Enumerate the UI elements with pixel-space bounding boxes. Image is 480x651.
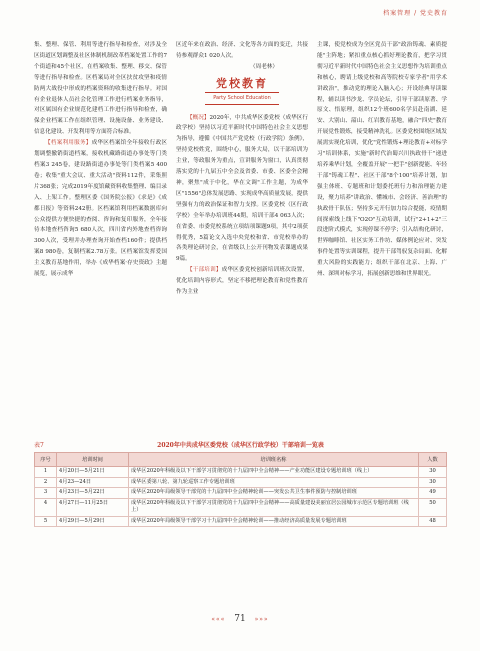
paragraph-text: 2020年，中共成华区委党校（成华区行政学校）坚持以习近平新时代中国特色社会主义思想为指导，遵循《中国共产党党校（行政学院）条例》，坚持党校姓党，围绕中心，服务大局，以干部培训为主业，等政服务为重点，宣讲服务为窗口，认真贯彻落实党的十九届五中全会及省委、市委、区委全会精神，聚焦"成于中化，华在文调"工作主题，为成华区"1556"总体发展思路、实现成华高质量发展，提供坚强有力的政治保证和智力支撑。区委党校（区行政学校）全年举办培训班44期，培训干部4 063人次；在省委、市委党校系统立项结项课题9项，其中2项获得优秀，5篇论文入选中央党校和省、市党校举办的各类理论研讨会，在省级以上公开刊物发表课题成果9篇。 <box>176 114 308 263</box>
cell-index: 3 <box>35 488 57 499</box>
header-cell: 培训时间 <box>57 453 129 467</box>
cell-index: 2 <box>35 477 57 488</box>
cell-count: 30 <box>419 467 447 478</box>
cell-count: 49 <box>419 488 447 499</box>
section-tag: 【档案利用服务】 <box>45 140 92 147</box>
table-caption <box>34 440 447 449</box>
paragraph: 区近年来在政治、经济、文化等各方面的变迁，共接待参观群众1 020人次。 <box>176 42 308 59</box>
table-row <box>35 516 447 527</box>
cell-count: 50 <box>419 498 447 516</box>
cell-index: 1 <box>35 467 57 478</box>
table-header-row <box>35 453 447 467</box>
table-row <box>35 477 447 488</box>
ornament-right: »»» <box>254 616 269 623</box>
section-title: 党校教育 <box>216 76 268 90</box>
paragraph <box>176 113 308 266</box>
author-signature: （周老林） <box>250 63 278 70</box>
cell-name: 成华区2020年局级领导干部党的十九届四中全会精神轮训——突发公共卫生事件预防与控制培训班 <box>129 488 419 499</box>
paragraph-text: 成华区委党校创新培训班次设置，优化培训内容形式，坚定不移把理论教育和党性教育作为主业 <box>176 267 308 296</box>
section-tag: 【干部培训】 <box>187 267 222 274</box>
cell-date: 4月27日—11月25日 <box>57 498 129 516</box>
cell-index: 4 <box>35 498 57 516</box>
section-tag: 【概况】 <box>187 114 210 121</box>
cell-date: 4月29日—5月29日 <box>57 516 129 527</box>
header-cell: 序号 <box>35 453 57 467</box>
cell-name: 成华区2020年科级及以下干部学习贯彻党的十九届四中全会精神——产业功能区建设专题培训班（线上） <box>129 467 419 478</box>
column-3 <box>317 40 447 280</box>
ornament-left: ««« <box>211 616 226 623</box>
page-footer <box>0 614 480 624</box>
cell-name: 成华区2020年局级领导干部学习十九届四中全会精神轮训——推动经济高质量发展专题培训班 <box>129 516 419 527</box>
paragraph <box>34 138 167 280</box>
cell-index: 5 <box>35 516 57 527</box>
column-2 <box>176 40 308 298</box>
paragraph: 主课，使党校成为全区党员干部"政治铸魂、素质提能"主阵地；紧扣重点核心抓好理论教育，把学习贯彻习近平新时代中国特色社会主义思想作为培训重点和核心，聘请上级党校和高等院校专家学者"用学术讲政治"，推动党的理论入脑入心；开设经典导读课程，辅以读书沙龙、学员论坛，引导干部读原著、学原文、悟原理，组织12个班600名学员赴南湖、延安、大别山、韶山、红岩教育基地，融合"四史"教育开展党性锻炼，接受精神洗礼。区委党校围绕区域发展需实现化培训，优化"党性锻炼+理论教育+对标学习"培训体系，实施"新时代治蜀兴川执政骨干"递进培养乘华计划，全覆盖开展"一把手"创新提能、年轻干部"铸魂工程"、社区干部"8个100"培养计划，加强主体班、专题班和计划委托班行力和治理能力建设，聚力培养"讲政治、懂城市、会经济、善治理"的执政骨干队伍；坚持多元开行加力综合提能，疫情期间探索线上线下"O2O"互动培训，试行"2+1+2"三段进阶式模式，实现停课不停学；引入结构化研讨，世界咖啡馆、社区实务工作坊、媒体例论应对、突发事件处置等实训课程，提升干部驾驭复杂局面、化解重大风险的实践能力；组织干部在北京、上海、广州、深圳对标学习，拓展创新思维和世界眼光。 <box>317 42 447 278</box>
header-cell: 人数 <box>419 453 447 467</box>
paragraph <box>176 265 308 298</box>
cell-count: 30 <box>419 477 447 488</box>
table-number: 表7 <box>34 442 44 449</box>
header-cell: 培训班名称 <box>129 453 419 467</box>
section-heading <box>176 76 308 105</box>
cell-date: 4月20日—5月21日 <box>57 467 129 478</box>
cell-name: 成华区2020年科级及以下干部学习贯彻党的十九届四中全会精神——高质量建设美丽宜居公园城市示范区专题培训班（线上） <box>129 498 419 516</box>
page-number: 71 <box>234 614 246 624</box>
column-1 <box>34 40 167 280</box>
cell-name: 成华区委第八轮、第九轮巡察工作专题培训班 <box>129 477 419 488</box>
table-row <box>35 488 447 499</box>
table-row <box>35 467 447 478</box>
section-subtitle: Party School Education <box>205 92 279 105</box>
cell-date: 4月23—24日 <box>57 477 129 488</box>
cell-date: 4月23日—5月22日 <box>57 488 129 499</box>
running-header: 档案管理 / 党史教育 <box>383 10 448 17</box>
table-title: 2020年中共成华区委党校（成华区行政学校）干部培训一览表 <box>157 442 324 449</box>
training-table <box>34 452 447 527</box>
paragraph: 集、整理、保管、利用等进行指导和检查，对涉及全区街道区划调整及社区体制机制改革档案处置工作的7个街道和45个社区，在档案收集、整理、移交、保管等进行指导和检查。区档案局对全区扶贫攻坚和疫情防两大战役中形成的档案资料的收集进行指导。对国有企业退休人员社会化管理工作进行档案业务指导，对区属国有企业规范化建档工作进行指导和检查，确保企业档案工作在组织管理、设施设备、业务建设、信息化建设、开发利用等方面符合标准。 <box>34 42 167 136</box>
paragraph-text: 成华区档案馆全年接收行政区划调整撤销街道档案，接收机藏路街道办事处等门类档案3 245卷，建设路街道办事处等门类档案5 400卷；收集"重大会议、重大活动"资料112件，采集照片368张；完成2019年度馆藏资料收集整理、编目录入、上架工作。整理区委《国务院公报》《求是》《成都日报》等资料242册。区档案馆利用档案数据库向公众提供方便快捷的查阅、咨询和复印服务，全年接待本地查档咨询5 680人次，四川省内外地查档咨询300人次，受理并办理查询开始查档160件；提供档案8 980卷，复制档案2.78万张。区档案馆发挥爱国主义教育基地作用，举办《成华档案·存史资政》主题展览，展示成华 <box>34 140 167 278</box>
table-row <box>35 498 447 516</box>
cell-count: 48 <box>419 516 447 527</box>
